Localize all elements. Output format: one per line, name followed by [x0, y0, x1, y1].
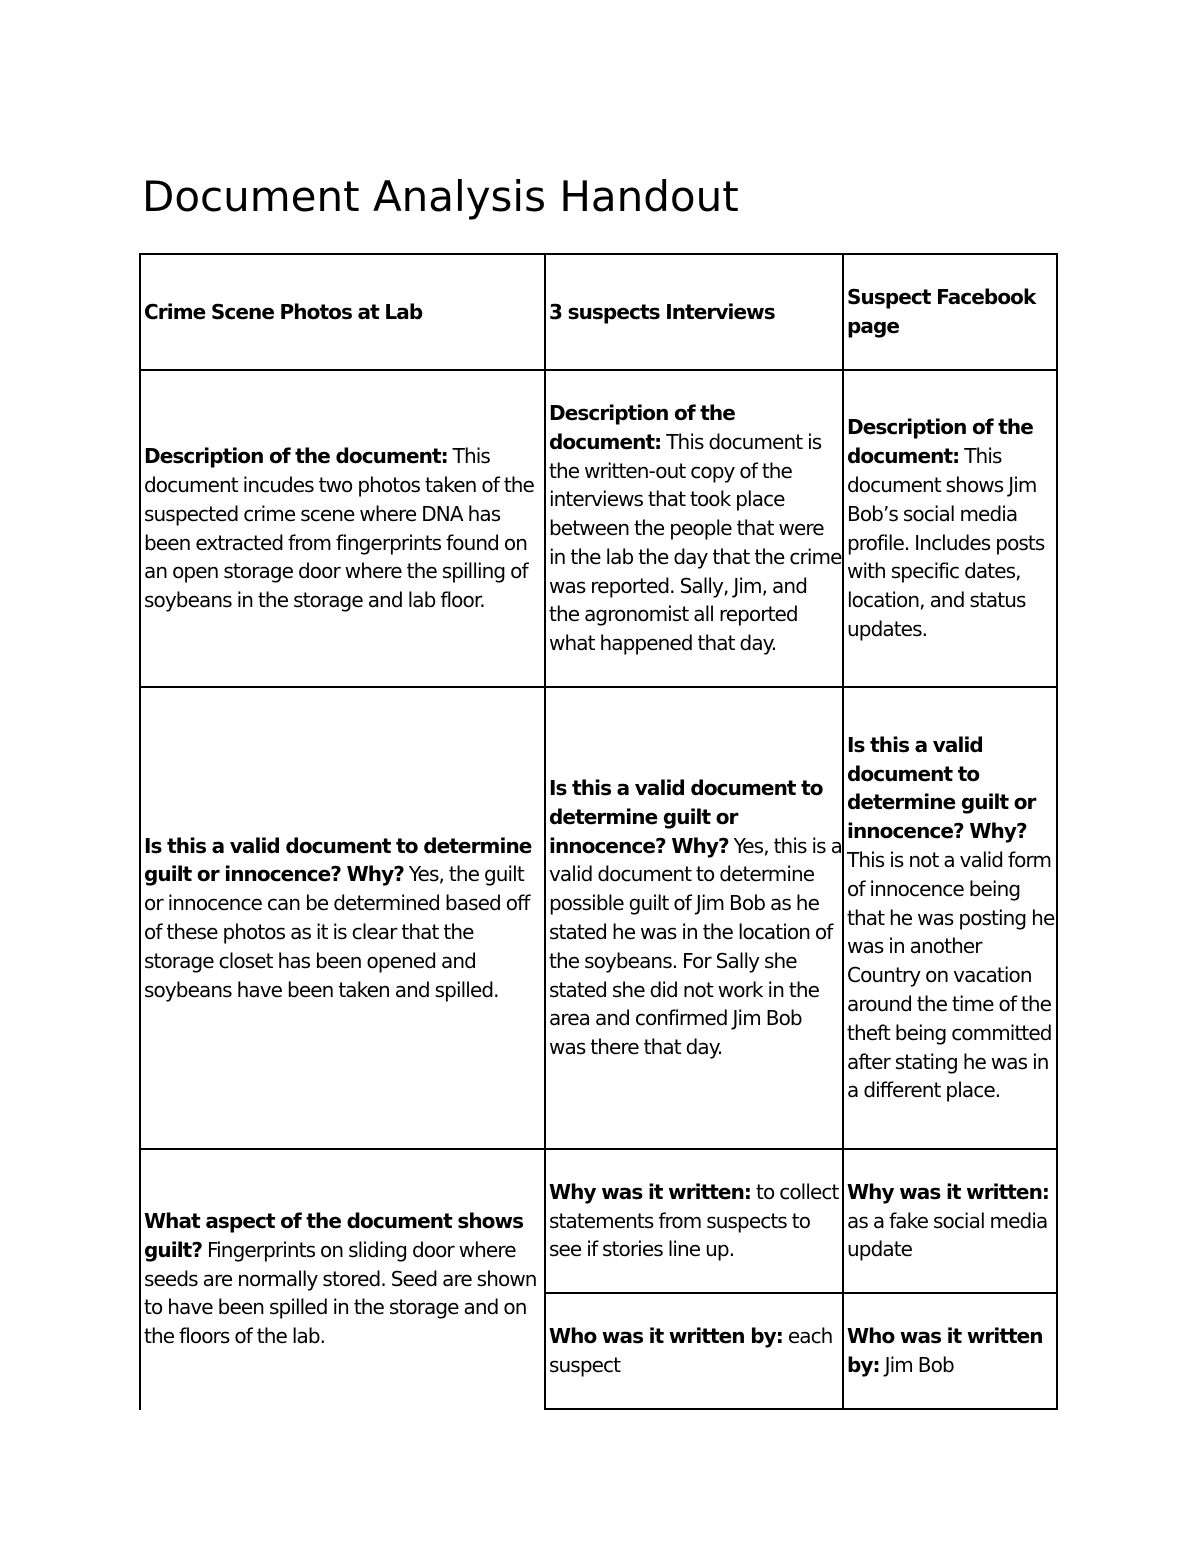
why-written-label: Why was it written: — [549, 1179, 752, 1204]
validity-cell-facebook — [844, 688, 1056, 1148]
header-label: Crime Scene Photos at Lab — [144, 299, 423, 324]
who-written-label: Who was it written by: — [549, 1324, 783, 1349]
header-label: Suspect Facebook page — [847, 285, 1036, 338]
description-label: Description of the document: — [144, 444, 448, 469]
guilt-aspect-text: Fingerprints on sliding door where seeds are normally stored. Seed are shown to have been spilled in the storage and on the floors of the lab. — [144, 1237, 537, 1349]
description-label: Description of the document: — [847, 415, 1033, 469]
description-cell-interviews — [546, 371, 842, 686]
table-border-right — [1056, 253, 1058, 1410]
why-written-text: to collect statements from suspects to see if stories line up. — [549, 1179, 839, 1262]
why-written-label: Why was it written: — [847, 1179, 1050, 1204]
page-title: Document Analysis Handout — [142, 172, 739, 221]
table-border-bottom — [544, 1408, 1058, 1410]
validity-text: Yes, the guilt or innocence can be determined based off of these photos as it is clear that the storage closet has been opened and soybeans have been taken and spilled. — [144, 862, 530, 1002]
validity-cell-photos — [141, 688, 544, 1148]
header-cell-facebook-page — [844, 255, 1056, 369]
who-written-cell-interviews — [546, 1294, 842, 1408]
who-written-text: each suspect — [549, 1324, 833, 1377]
validity-label: Is this a valid document to determine guilt or innocence? Why? — [549, 776, 823, 858]
who-written-label: Who was it written by: — [847, 1324, 1043, 1377]
validity-label: Is this a valid document to determine guilt or innocence? Why? — [847, 732, 1036, 844]
why-written-cell-interviews — [546, 1150, 842, 1292]
validity-text: Yes, this is a valid document to determine possible guilt of Jim Bob as he stated he was in the location of the soybeans. For Sally she stated she did not work in the area and confirmed Jim Bob was there that day. — [549, 833, 842, 1060]
validity-cell-interviews — [546, 688, 842, 1148]
description-text: This document incudes two photos taken of the suspected crime scene where DNA has been extracted from fingerprints found on an open storage door where the spilling of soybeans in the storage and lab floor. — [144, 444, 534, 613]
header-label: 3 suspects Interviews — [549, 299, 775, 324]
description-label: Description of the document: — [549, 400, 735, 454]
description-text: This document shows Jim Bob’s social media profile. Includes posts with specific dates, location, and status updates. — [847, 444, 1045, 641]
who-written-cell-facebook — [844, 1294, 1056, 1408]
guilt-aspect-label: What aspect of the document shows guilt? — [144, 1209, 524, 1262]
header-cell-crime-scene-photos — [141, 255, 544, 369]
guilt-aspect-cell — [141, 1150, 544, 1408]
why-written-cell-facebook — [844, 1150, 1056, 1292]
description-text: This document is the written-out copy of the interviews that took place between the people that were in the lab the day that the crime was reported. Sally, Jim, and the agronomist all reported what happened that day. — [549, 429, 842, 656]
description-cell-photos — [141, 371, 544, 686]
why-written-text: as a fake social media update — [847, 1208, 1048, 1262]
header-cell-suspect-interviews — [546, 255, 842, 369]
who-written-text: Jim Bob — [879, 1353, 954, 1377]
validity-label: Is this a valid document to determine guilt or innocence? Why? — [144, 833, 532, 887]
description-cell-facebook — [844, 371, 1056, 686]
validity-text: This is not a valid form of innocence being that he was posting he was in another Country on vacation around the time of the theft being committed after stating he was in a different place. — [847, 848, 1055, 1103]
